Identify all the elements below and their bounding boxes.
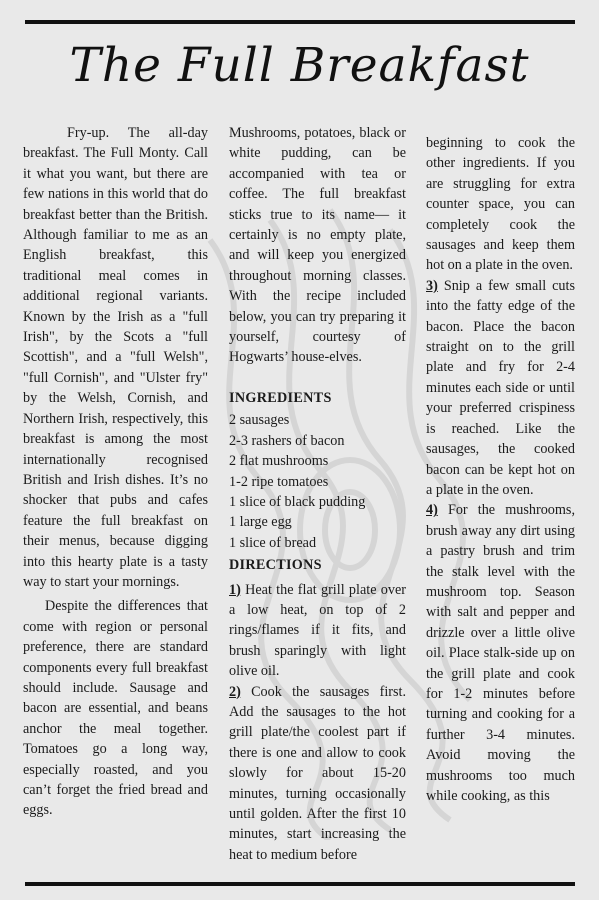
ingredient-item: 1 large egg	[229, 514, 292, 531]
bottom-rule	[25, 882, 575, 886]
step-text: beginning to cook the other ingredients. If you are struggling for extra counter space, you can completely cook the sausages and keep them hot on a plate in the oven.	[426, 135, 575, 274]
column-2	[229, 123, 406, 865]
step-text: Heat the flat grill plate over a low heat, on top of 2 rings/flames if it fits, and brush sparingly with light olive oil.	[229, 581, 406, 680]
step-text: Cook the sausages first. Add the sausages to the hot grill plate/the coolest part if there is one and allow to cook slowly for about 15-20 minutes, turning occasionally until golden. After the first 10 minutes, start increasing the heat to medium before	[229, 683, 406, 863]
step-text: For the mushrooms, brush away any dirt using a pastry brush and trim the stalk level with the mushroom top. Season with salt and pepper and drizzle over a little olive oil. Place stalk-side up on the grill plate and cook for 1-2 minutes before turning and cooking for a further 3-4 minutes. Avoid moving the mushrooms too much while cooking, as this	[426, 502, 575, 804]
intro-paragraph: Despite the differences that come with region or personal preference, there are standard components every full breakfast should include. Sausage and bacon are essential, and beans anchor the meal together. Tomatoes go a long way, especially roasted, and you can’t forget the fried bread and eggs.	[23, 598, 208, 819]
intro-paragraph: Mushrooms, potatoes, black or white pudding, can be accompanied with tea or coffee. The full breakfast sticks true to its name— it certainly is no empty plate, and will keep you energized throughout morning classes. With the recipe included below, you can try preparing it yourself, courtesy of Hogwarts’ house-elves.	[229, 125, 406, 366]
ingredient-item: 1 slice of black pudding	[229, 493, 366, 510]
direction-step-4	[426, 500, 575, 806]
step-text: Snip a few small cuts into the fatty edge of the bacon. Place the bacon straight on to the grill plate and fry for 2-4 minutes each side or until your preferred crispiness is reached. Like the sausages, the cooked bacon can be kept hot on a plate in the oven.	[426, 277, 575, 498]
page-title: The Full Breakfast	[69, 38, 530, 93]
ingredients-heading: INGREDIENTS	[229, 389, 332, 406]
top-rule	[25, 20, 575, 24]
ingredient-item: 1-2 ripe tomatoes	[229, 473, 329, 490]
ingredients-list	[229, 410, 406, 553]
directions-heading: DIRECTIONS	[229, 557, 322, 574]
intro-paragraph: Fry-up. The all-day breakfast. The Full Monty. Call it what you want, but there are few nations in this world that do breakfast better than the British. Although familiar to me as an English breakfast, this traditional meal comes in additional regional variants. Known by the Irish as a "full Irish", by the Scots a "full Scottish", and a "full Welsh", "full Cornish", and "Ulster fry" by the Welsh, Cornish, and Northern Irish, respectively, this breakfast is among the most internationally recognised British and Irish dishes. It’s no shocker that pubs and cafes feature the full breakfast on their menus, because digging into this hearty plate is a tasty way to start your mornings.	[23, 125, 208, 590]
ingredient-item: 2 flat mushrooms	[229, 453, 329, 470]
step-number: 1)	[229, 581, 241, 598]
column-1	[23, 123, 208, 821]
ingredient-item: 2-3 rashers of bacon	[229, 432, 345, 449]
direction-step-3	[426, 276, 575, 500]
step-number: 4)	[426, 502, 438, 519]
ingredient-item: 1 slice of bread	[229, 534, 317, 551]
ingredient-item: 2 sausages	[229, 412, 290, 429]
column-3	[426, 133, 575, 806]
direction-step-2-continued	[426, 133, 575, 276]
step-number: 2)	[229, 683, 241, 700]
direction-step-2	[229, 682, 406, 866]
direction-step-1	[229, 580, 406, 682]
step-number: 3)	[426, 277, 438, 294]
